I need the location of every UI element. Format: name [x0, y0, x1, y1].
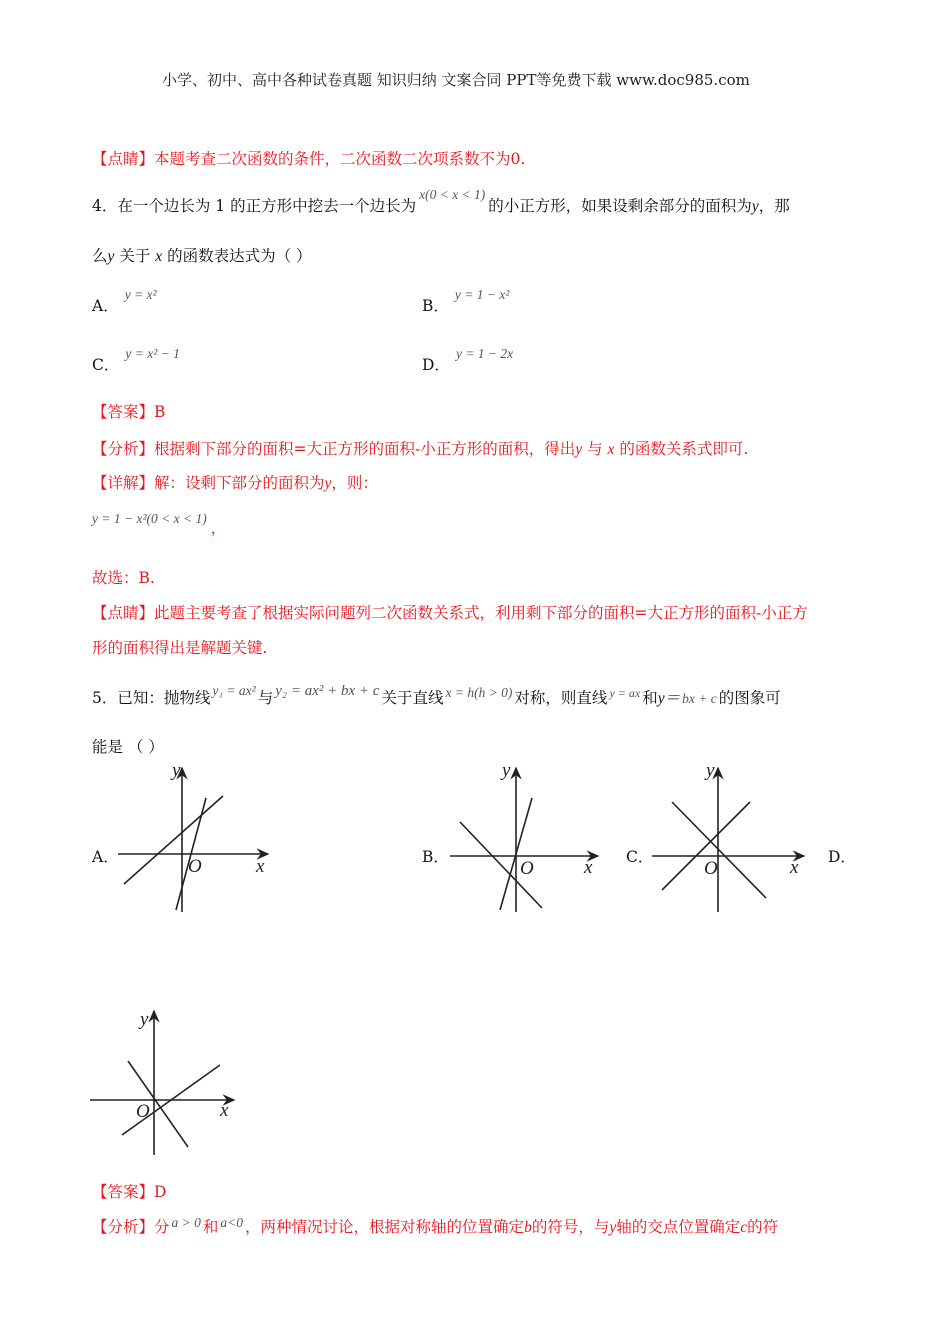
q4-answer-label: 【答案】 [92, 403, 155, 421]
q4-stem-line2 [92, 244, 312, 266]
q5-stem-b: 与 [257, 689, 274, 707]
q5-graph-d-y-label: y [140, 1009, 149, 1030]
q4-stem-line1 [92, 187, 790, 216]
q3-pointer-text: 本题考查二次函数的条件，二次函数二次项系数不为0. [154, 150, 526, 168]
q5-option-d-letter[interactable]: D． [828, 848, 856, 866]
q4-analysis [92, 437, 748, 459]
q4-option-c-expr: y = x² − 1 [125, 346, 180, 361]
q5-graph-d-x-label: x [220, 1100, 229, 1121]
q5-math-y2: y₂ = ax² + bx + c [275, 683, 380, 699]
q4-detail-math: y = 1 − x²(0 < x < 1) [92, 511, 207, 526]
q4-option-a-expr: y = x² [124, 287, 157, 302]
q5-stem-ylab: y＝ [657, 690, 681, 707]
q4-answer-value: B [154, 403, 166, 421]
q4-option-d-letter: D． [422, 356, 450, 374]
q4-pointer-line1: 此题主要考查了根据实际问题列二次函数关系式，利用剩下部分的面积=大正方形的面积-小正方 [154, 604, 808, 622]
q5-graph-a-origin: O [188, 856, 202, 877]
q5-analysis-cvar: c [740, 1219, 748, 1236]
q5-stem-line1 [92, 683, 781, 708]
q5-graph-c-line-2 [672, 802, 766, 898]
q4-stem-text-a: 4．在一个边长为 1 的正方形中挖去一个边长为 [92, 197, 417, 215]
q5-stem-line2: 能是 （ ） [92, 738, 164, 756]
q4-analysis-a: 根据剩下部分的面积=大正方形的面积-小正方形的面积，得出 [154, 440, 576, 458]
q5-answer-value: D [154, 1183, 167, 1201]
q5-math-a-neg: a<0 [220, 1215, 244, 1230]
q4-detail-b: ，则： [331, 474, 378, 492]
q5-graph-d[interactable] [86, 1005, 256, 1165]
q5-graph-b-x-label: x [584, 857, 593, 878]
q5-graph-a-x-label: x [256, 856, 265, 877]
q5-analysis-a: 分 [154, 1218, 170, 1236]
q4-option-c-letter: C． [92, 356, 120, 374]
q4-option-b-letter: B． [422, 297, 449, 315]
q4-analysis-x: x [607, 441, 615, 458]
q4-analysis-label: 【分析】 [92, 440, 155, 458]
q4-option-b[interactable] [422, 287, 510, 316]
q4-pointer [92, 601, 808, 623]
q5-graph-c-origin: O [704, 858, 718, 879]
q5-graph-b-y-label: y [502, 760, 511, 781]
q4-stem2-x: x [155, 248, 163, 265]
q5-analysis-b: 和 [202, 1218, 219, 1236]
q5-stem-e: 和 [642, 689, 658, 707]
q4-stem-text-b: 的小正方形，如果设剩余部分的面积为 [488, 197, 752, 215]
q5-option-a-letter[interactable]: A． [92, 848, 119, 866]
q4-answer [92, 400, 165, 422]
q5-analysis-e: 轴的交点位置确定 [616, 1218, 741, 1236]
q5-graph-d-origin: O [136, 1101, 150, 1122]
q5-graph-a[interactable] [110, 760, 280, 920]
q4-detail [92, 471, 378, 493]
q5-stem-c: 关于直线 [381, 689, 444, 707]
q5-graph-a-line-1 [124, 796, 223, 884]
q4-analysis-b: 与 [582, 440, 608, 458]
q4-detail-comma: ， [210, 519, 227, 537]
q5-math-bxc: bx + c [682, 691, 717, 706]
q5-answer-label: 【答案】 [92, 1183, 155, 1201]
q4-option-c[interactable] [92, 346, 180, 375]
q5-analysis-f: 的符 [747, 1218, 779, 1236]
q5-math-y1: y₁ = ax² [212, 683, 256, 698]
q5-stem-f: 的图象可 [718, 689, 781, 707]
q5-stem-d: 对称，则直线 [514, 689, 608, 707]
q4-stem-var-y: y [751, 198, 759, 215]
q4-analysis-c: 的函数关系式即可. [614, 440, 749, 458]
q5-analysis-yvar: y [609, 1219, 617, 1236]
q5-math-a-pos: a > 0 [171, 1215, 201, 1230]
q5-stem-a: 5．已知：抛物线 [92, 689, 211, 707]
q4-option-b-expr: y = 1 − x² [454, 287, 510, 302]
q4-stem2-a: 么 [92, 247, 108, 265]
q5-answer [92, 1180, 166, 1202]
q5-analysis [92, 1215, 778, 1237]
q5-analysis-label: 【分析】 [92, 1218, 155, 1236]
q5-graph-a-y-label: y [172, 760, 181, 781]
q5-option-b-letter[interactable]: B． [422, 848, 449, 866]
q5-math-axis: x = h(h > 0) [445, 685, 513, 700]
q3-pointer-label: 【点睛】 [92, 150, 155, 168]
q5-math-yax: y = ax [609, 686, 641, 700]
q3-pointer [92, 147, 525, 169]
q4-detail-y: y [324, 475, 332, 492]
q4-option-a-letter: A． [92, 297, 119, 315]
q4-stem-text-c: ，那 [758, 197, 790, 215]
q4-detail-a: 解：设剩下部分的面积为 [154, 474, 325, 492]
q4-pointer-line2: 形的面积得出是解题关键. [92, 639, 268, 657]
q4-option-d-expr: y = 1 − 2x [455, 346, 514, 361]
q5-analysis-c: ，两种情况讨论，根据对称轴的位置确定 [245, 1218, 525, 1236]
q5-graph-b[interactable] [444, 760, 614, 920]
q5-graph-b-origin: O [520, 858, 534, 879]
q4-option-d[interactable] [422, 346, 514, 375]
q4-detail-label: 【详解】 [92, 474, 155, 492]
q4-detail-formula [92, 506, 227, 537]
q5-analysis-d: 的符号，与 [531, 1218, 610, 1236]
q4-choose: 故选：B. [92, 569, 155, 587]
q4-stem2-b: 关于 [114, 247, 156, 265]
q5-graph-c[interactable] [646, 760, 816, 920]
q4-stem2-y: y [107, 248, 115, 265]
q5-graph-c-y-label: y [706, 760, 715, 781]
q5-analysis-bvar: b [524, 1219, 532, 1236]
q4-stem-math: x(0 < x < 1) [419, 187, 486, 202]
q5-graph-c-x-label: x [790, 857, 799, 878]
q4-analysis-y: y [575, 441, 583, 458]
page-header: 小学、初中、高中各种试卷真题 知识归纳 文案合同 PPT等免费下载 www.doc985.com [162, 71, 750, 89]
q4-pointer-label: 【点睛】 [92, 604, 155, 622]
q4-option-a[interactable] [92, 287, 157, 316]
q5-option-c-letter[interactable]: C． [626, 848, 654, 866]
q4-stem2-c: 的函数表达式为（ ） [162, 247, 312, 265]
